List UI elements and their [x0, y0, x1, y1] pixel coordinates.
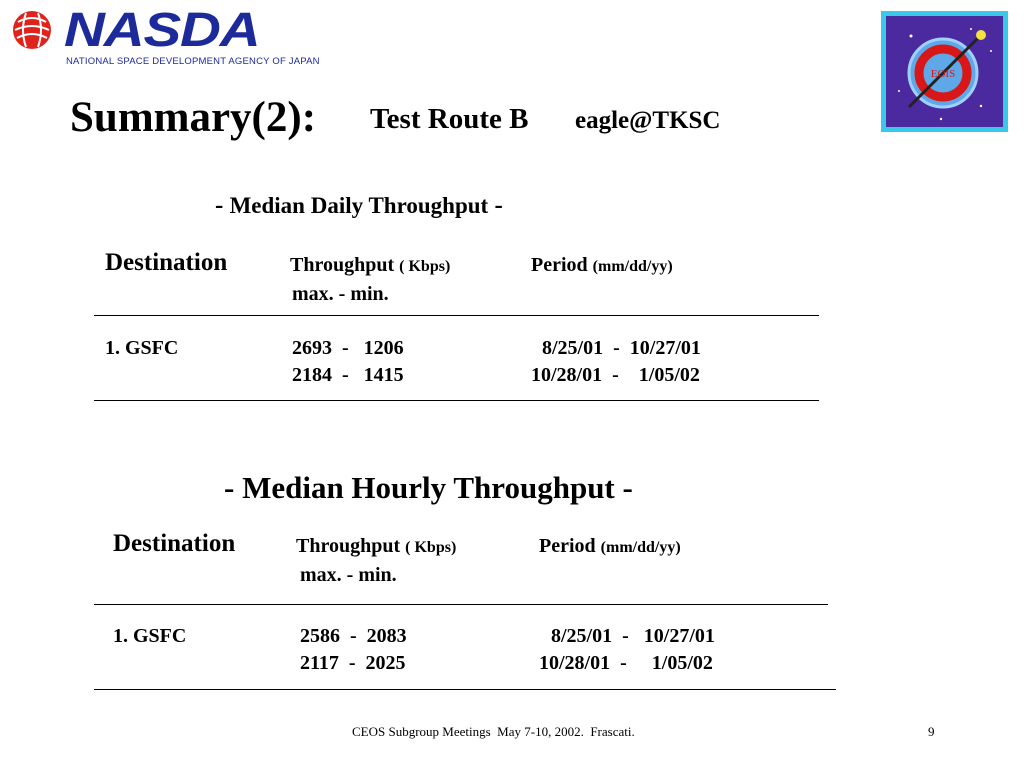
footer-text: CEOS Subgroup Meetings May 7-10, 2002. Frascati.	[352, 724, 635, 739]
hourly-row-2-throughput: 2117 - 2025	[300, 652, 406, 674]
hourly-col-destination: Destination	[113, 530, 236, 557]
nasda-subtitle: NATIONAL SPACE DEVELOPMENT AGENCY OF JAPAN	[66, 56, 320, 67]
hourly-row-1-throughput: 2586 - 2083	[300, 625, 407, 647]
hourly-row-2-period: 10/28/01 - 1/05/02	[539, 652, 713, 674]
daily-col-throughput: Throughput ( Kbps)	[290, 254, 451, 276]
hourly-rule-top	[94, 604, 828, 605]
hourly-col-period: Period (mm/dd/yy)	[539, 535, 681, 557]
daily-heading-dash-left: -	[215, 192, 224, 219]
daily-rule-bottom	[94, 400, 819, 401]
daily-row-1-throughput: 2693 - 1206	[292, 337, 404, 359]
daily-heading-text: Median Daily Throughput	[229, 193, 489, 218]
page-title: Summary(2):	[70, 94, 317, 141]
title-host: eagle@TKSC	[575, 107, 721, 134]
daily-row-1-period: 8/25/01 - 10/27/01	[542, 337, 701, 359]
hourly-col-throughput: Throughput ( Kbps)	[296, 535, 457, 557]
title-route: Test Route B	[370, 103, 529, 135]
daily-col-destination: Destination	[105, 249, 228, 276]
daily-row-1-destination: 1. GSFC	[105, 337, 179, 359]
page-number: 9	[928, 724, 935, 739]
daily-row-2-period: 10/28/01 - 1/05/02	[531, 364, 700, 386]
daily-rule-top	[94, 315, 819, 316]
svg-text:EOIS: EOIS	[930, 68, 956, 80]
hourly-subheader: max. - min.	[300, 564, 397, 586]
daily-row-2-throughput: 2184 - 1415	[292, 364, 404, 386]
hourly-rule-bottom	[94, 689, 836, 690]
daily-col-period: Period (mm/dd/yy)	[531, 254, 673, 276]
daily-heading-dash-right: -	[494, 192, 503, 219]
daily-heading	[215, 192, 503, 220]
hourly-row-1-destination: 1. GSFC	[113, 625, 187, 647]
hourly-row-1-period: 8/25/01 - 10/27/01	[551, 625, 715, 647]
nasda-logo: NASDA	[64, 4, 260, 57]
eos-emblem-icon	[881, 11, 1008, 132]
daily-subheader: max. - min.	[292, 283, 389, 305]
hourly-heading: - Median Hourly Throughput -	[224, 470, 633, 505]
nasda-globe-icon	[12, 10, 52, 50]
